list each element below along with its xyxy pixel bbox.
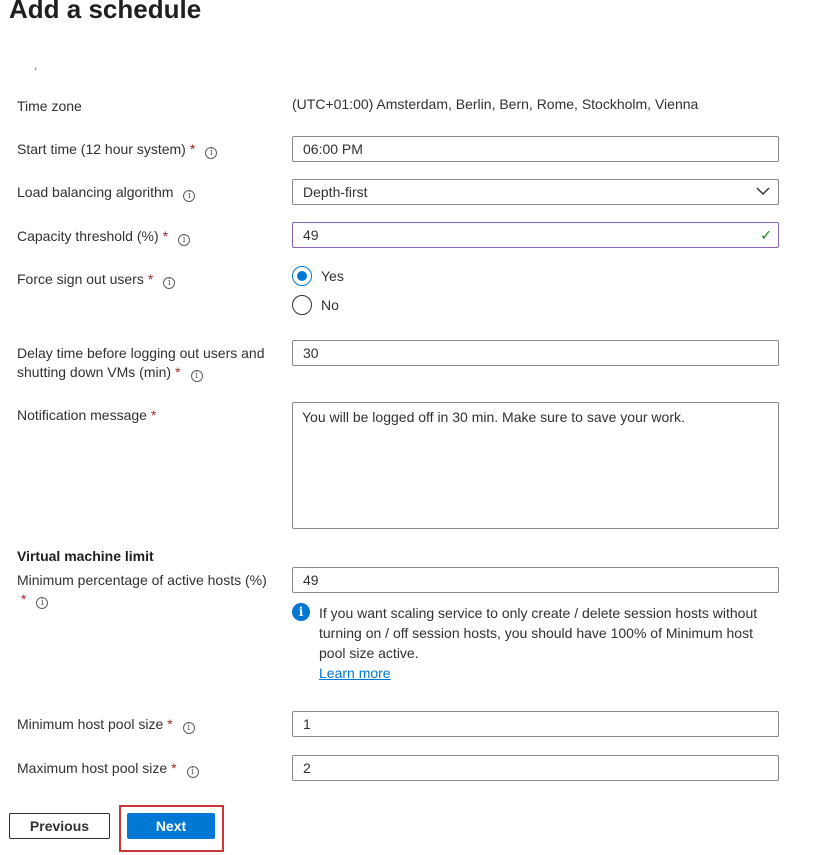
radio-yes[interactable]: [292, 266, 344, 286]
info-icon[interactable]: i: [36, 597, 48, 609]
checkmark-icon: ✓: [760, 227, 772, 243]
load-balancing-dropdown[interactable]: Depth-first: [292, 179, 779, 205]
min-pool-input[interactable]: 1: [292, 711, 779, 737]
info-icon[interactable]: i: [183, 722, 195, 734]
load-balancing-label: Load balancing algorithm i: [17, 183, 195, 202]
radio-yes-label: Yes: [321, 268, 344, 284]
start-time-input[interactable]: 06:00 PM: [292, 136, 779, 162]
next-button[interactable]: Next: [127, 813, 215, 839]
info-icon[interactable]: i: [187, 766, 199, 778]
timezone-value: (UTC+01:00) Amsterdam, Berlin, Bern, Rome, Stockholm, Vienna: [292, 96, 699, 112]
max-pool-label: Maximum host pool size * i: [17, 759, 199, 778]
required-marker: *: [167, 716, 173, 732]
info-icon[interactable]: i: [163, 277, 175, 289]
notification-textarea[interactable]: You will be logged off in 30 min. Make sure to save your work.: [292, 402, 779, 529]
info-icon[interactable]: i: [183, 190, 195, 202]
force-signout-label: Force sign out users * i: [17, 270, 175, 289]
info-icon[interactable]: i: [191, 370, 203, 382]
capacity-input[interactable]: 49 ✓: [292, 222, 779, 248]
radio-no-label: No: [321, 297, 339, 313]
delay-label: Delay time before logging out users and shutting down VMs (min) * i: [17, 345, 265, 381]
chevron-down-icon: [756, 186, 770, 196]
min-active-hosts-label: Minimum percentage of active hosts (%) * i: [17, 572, 267, 608]
learn-more-link[interactable]: Learn more: [319, 665, 391, 681]
required-marker: *: [171, 760, 177, 776]
info-icon[interactable]: i: [205, 147, 217, 159]
required-marker: *: [21, 591, 27, 607]
previous-button[interactable]: Previous: [9, 813, 110, 839]
info-icon[interactable]: i: [178, 234, 190, 246]
required-marker: *: [162, 228, 169, 244]
required-marker: *: [147, 271, 154, 287]
min-active-hosts-input[interactable]: 49: [292, 567, 779, 593]
radio-no[interactable]: [292, 295, 339, 315]
stray-mark: ,: [34, 58, 38, 72]
min-pool-label: Minimum host pool size * i: [17, 715, 195, 734]
radio-no-circle[interactable]: [292, 295, 312, 315]
info-filled-icon: i: [292, 603, 310, 621]
page-title: Add a schedule: [9, 0, 202, 24]
section-heading: Virtual machine limit: [17, 548, 154, 564]
start-time-label: Start time (12 hour system) * i: [17, 140, 217, 159]
delay-input[interactable]: 30: [292, 340, 779, 366]
required-marker: *: [189, 141, 196, 157]
required-marker: *: [175, 364, 181, 380]
required-marker: *: [150, 407, 157, 423]
info-message-text: If you want scaling service to only create / delete session hosts without turning on / off session hosts, you should have 100% of Minimum host pool size active.: [319, 605, 758, 661]
notification-label: Notification message *: [17, 407, 157, 423]
timezone-label: Time zone: [17, 98, 82, 114]
capacity-label: Capacity threshold (%) * i: [17, 227, 190, 246]
max-pool-input[interactable]: 2: [292, 755, 779, 781]
radio-yes-circle[interactable]: [292, 266, 312, 286]
